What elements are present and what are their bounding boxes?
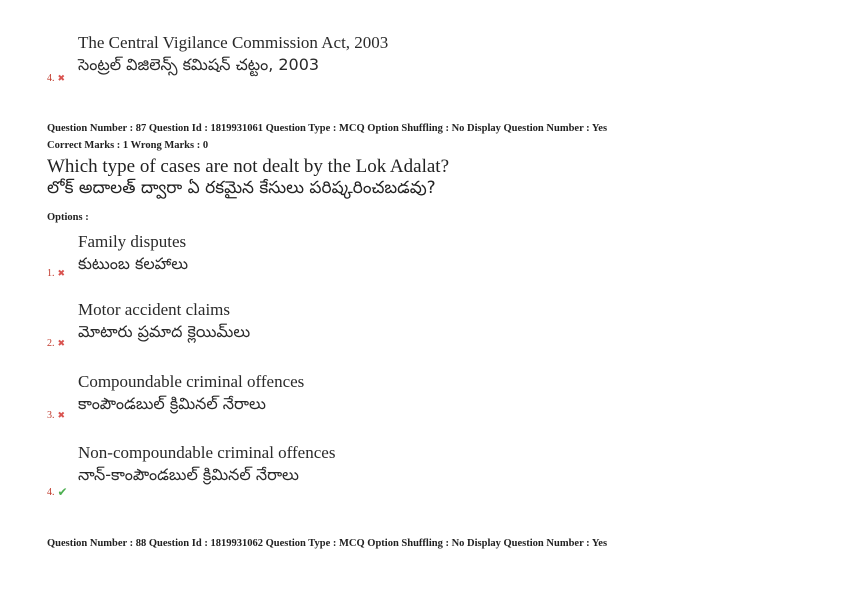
cross-icon: ✖ — [57, 410, 66, 421]
option-2-telugu: మోటారు ప్రమాద క్లెయిమ్‌లు — [78, 322, 251, 341]
option-3-telugu: కాంపౌండబుల్ క్రిమినల్ నేరాలు — [78, 394, 266, 413]
question-text-telugu: లోక్ అదాలత్ ద్వారా ఏ రకమైన కేసులు పరిష్కరించబడవు? — [47, 178, 436, 198]
options-label: Options : — [47, 212, 89, 223]
option-2-english: Motor accident claims — [78, 300, 231, 319]
option-1-number — [47, 268, 65, 279]
option-number-label: 4. — [47, 486, 55, 498]
cross-icon: ✖ — [57, 73, 66, 84]
option-1-english: Family disputes — [78, 232, 187, 251]
option-number-label: 1. — [47, 268, 55, 279]
question-meta: Question Number : 87 Question Id : 1819931061 Question Type : MCQ Option Shuffling : No Display Question Number : Yes — [47, 123, 608, 134]
option-3-english: Compoundable criminal offences — [78, 372, 305, 391]
option-number-label: 4. — [47, 73, 55, 84]
option-3-number — [47, 410, 65, 421]
prev-option-telugu: సెంట్రల్ విజిలెన్స్ కమిషన్ చట్టం, 2003 — [78, 55, 320, 74]
option-number-label: 3. — [47, 410, 55, 421]
option-4-number — [47, 485, 68, 499]
question-marks: Correct Marks : 1 Wrong Marks : 0 — [47, 140, 209, 151]
option-number-label: 2. — [47, 338, 55, 349]
question-text-english: Which type of cases are not dealt by the Lok Adalat? — [47, 156, 450, 177]
option-1-telugu: కుటుంబ కలహాలు — [78, 254, 189, 273]
option-4-english: Non-compoundable criminal offences — [78, 443, 336, 462]
option-4-telugu: నాన్-కాంపౌండబుల్ క్రిమినల్ నేరాలు — [78, 465, 299, 484]
cross-icon: ✖ — [57, 338, 66, 349]
prev-option-english: The Central Vigilance Commission Act, 2003 — [78, 33, 389, 52]
prev-option-number — [47, 73, 65, 84]
option-2-number — [47, 338, 65, 349]
next-question-meta: Question Number : 88 Question Id : 1819931062 Question Type : MCQ Option Shuffling : No Display Question Number : Yes — [47, 538, 608, 549]
check-icon: ✔ — [57, 485, 68, 499]
cross-icon: ✖ — [57, 268, 66, 279]
